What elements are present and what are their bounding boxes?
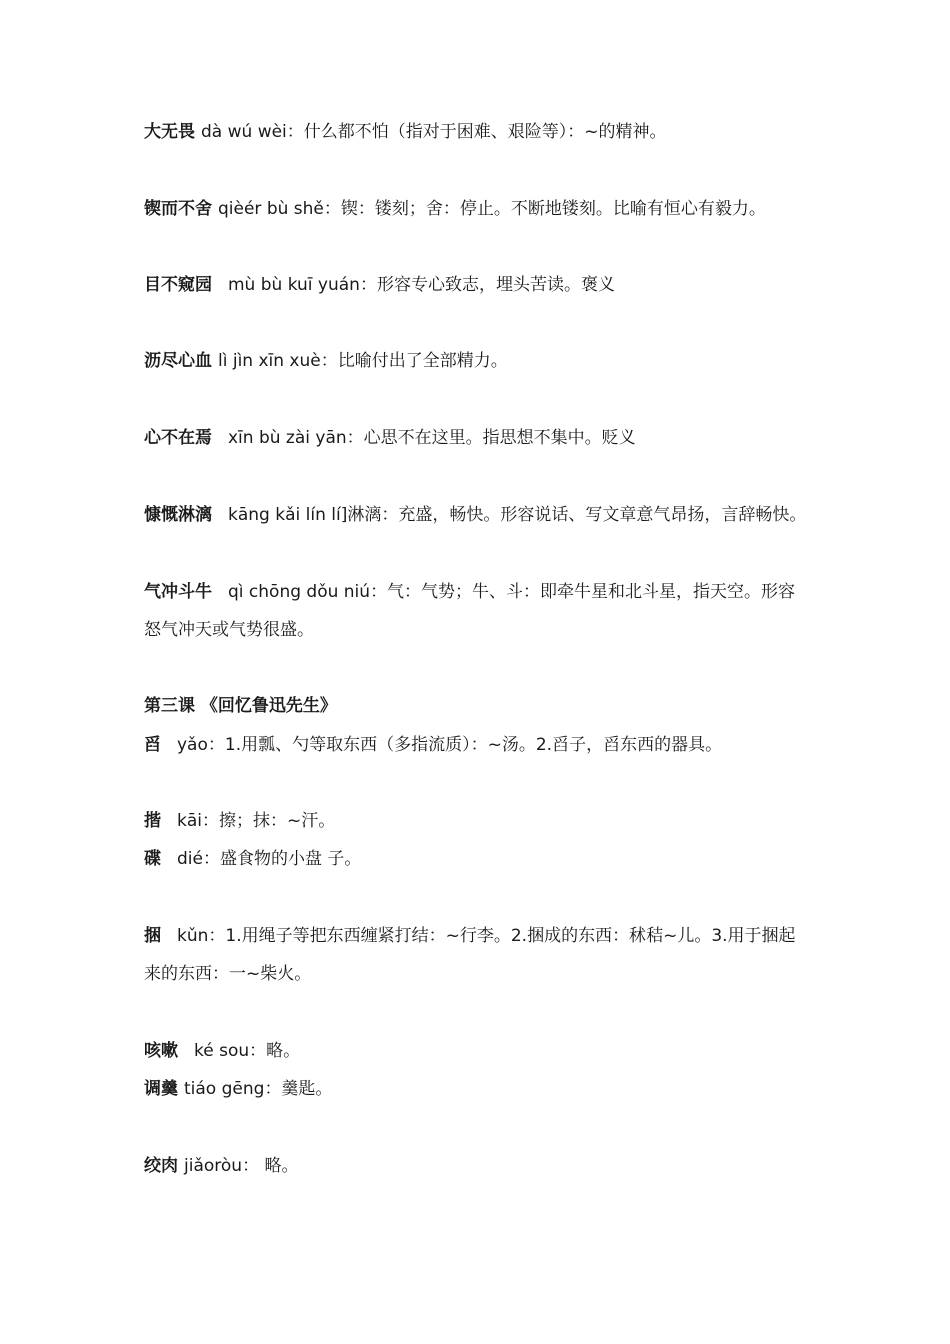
entry-term: 慷慨淋漓 <box>144 505 212 525</box>
entry-line <box>144 120 824 144</box>
word-term: 碟 <box>144 849 161 869</box>
entry-pinyin: qì chōng dǒu niú <box>228 582 371 602</box>
entry-line <box>144 503 824 527</box>
word-pinyin: kāi <box>177 811 202 831</box>
entry-term: 沥尽心血 <box>144 351 212 371</box>
entry-term: 目不窥园 <box>144 275 212 295</box>
entry-definition: ]淋漓：充盛，畅快。形容说话、写文章意气昂扬，言辞畅快。 <box>340 505 807 525</box>
entry-pinyin: xīn bù zài yān <box>228 428 347 448</box>
entry-line <box>144 349 824 373</box>
entry-line <box>144 273 824 297</box>
word-definition: ： 略。 <box>242 1156 299 1176</box>
word-definition: ：擦；抹：~汗。 <box>202 811 336 831</box>
entry-definition-continued: 怒气冲天或气势很盛。 <box>144 620 314 640</box>
entry-line <box>144 426 824 450</box>
entry-definition: ：形容专心致志，埋头苦读。褒义 <box>359 275 615 295</box>
word-line <box>144 847 824 871</box>
entry-term: 气冲斗牛 <box>144 582 212 602</box>
entry-pinyin: qièér bù shě <box>218 199 324 219</box>
word-pinyin: jiǎoròu <box>184 1156 243 1176</box>
lesson-heading: 第三课 《回忆鲁迅先生》 <box>144 696 337 716</box>
word-definition: ：1.用绳子等把东西缠紧打结：~行李。2.捆成的东西：秫秸~儿。3.用于捆起 <box>208 926 796 946</box>
word-line <box>144 1154 824 1178</box>
entry-line <box>144 197 824 221</box>
entry-definition: ：锲：镂刻；舍：停止。不断地镂刻。比喻有恒心有毅力。 <box>323 199 766 219</box>
word-pinyin: kǔn <box>177 926 209 946</box>
entry-definition: ：什么都不怕（指对于困难、艰险等）：~的精神。 <box>286 122 667 142</box>
word-line <box>144 1039 824 1063</box>
word-line <box>144 924 824 948</box>
word-definition-continued: 来的东西：一~柴火。 <box>144 964 312 984</box>
entry-definition: ：心思不在这里。指思想不集中。贬义 <box>346 428 636 448</box>
entry-term: 心不在焉 <box>144 428 212 448</box>
entry-definition: ：气：气势；牛、斗：即牵牛星和北斗星，指天空。形容 <box>370 582 796 602</box>
entry-pinyin: kāng kǎi lín lí <box>228 505 341 525</box>
word-line <box>144 733 824 757</box>
word-pinyin: dié <box>177 849 203 869</box>
word-definition: ：羹匙。 <box>264 1079 333 1099</box>
word-pinyin: ké sou <box>194 1041 250 1061</box>
entry-pinyin: lì jìn xīn xuè <box>218 351 321 371</box>
entry-term: 锲而不舍 <box>144 199 212 219</box>
word-line <box>144 809 824 833</box>
word-term: 咳嗽 <box>144 1041 178 1061</box>
word-pinyin: tiáo gēng <box>184 1079 265 1099</box>
word-term: 捆 <box>144 926 161 946</box>
entry-term: 大无畏 <box>144 122 195 142</box>
word-definition: ：盛食物的小盘 子。 <box>202 849 362 869</box>
word-term: 调羹 <box>144 1079 178 1099</box>
word-pinyin: yǎo <box>177 735 208 755</box>
word-term: 绞肉 <box>144 1156 178 1176</box>
word-line <box>144 1077 824 1101</box>
entry-pinyin: mù bù kuī yuán <box>228 275 360 295</box>
entry-pinyin: dà wú wèi <box>201 122 287 142</box>
entry-definition: ：比喻付出了全部精力。 <box>320 351 508 371</box>
word-term: 揩 <box>144 811 161 831</box>
word-definition: ：1.用瓢、勺等取东西（多指流质）：~汤。2.舀子，舀东西的器具。 <box>207 735 723 755</box>
word-term: 舀 <box>144 735 161 755</box>
entry-line <box>144 580 824 604</box>
word-definition: ：略。 <box>249 1041 301 1061</box>
